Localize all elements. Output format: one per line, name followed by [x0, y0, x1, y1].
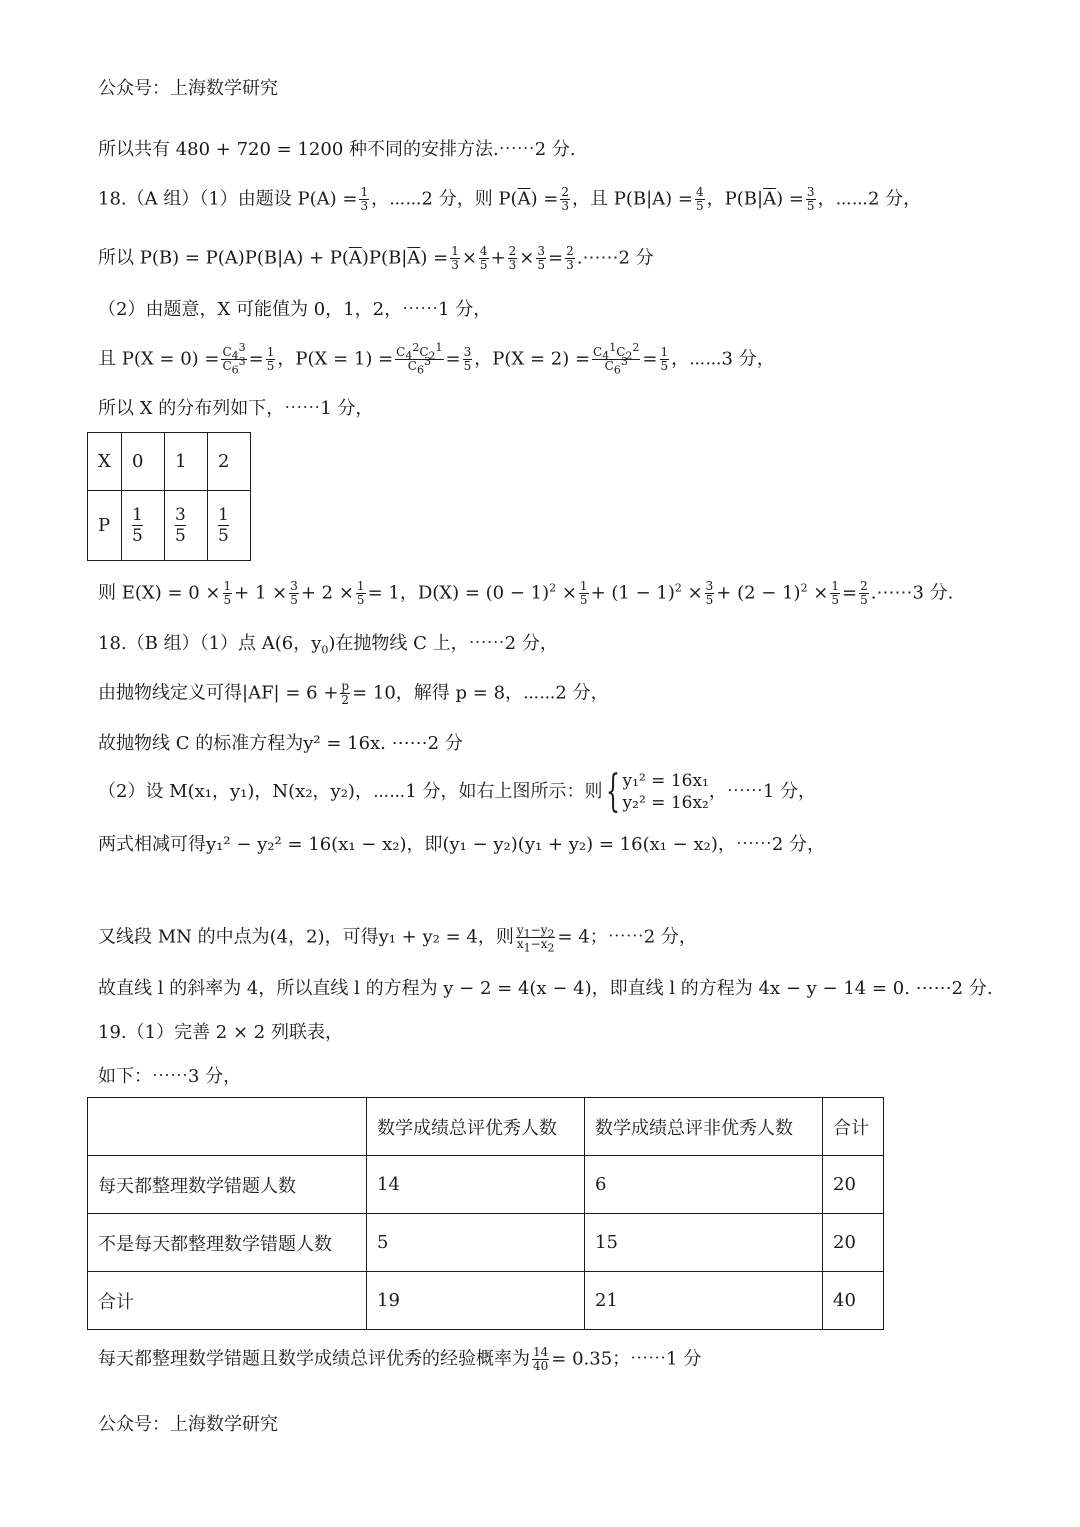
prob-denominator: 5: [218, 526, 229, 546]
prob-numerator: 1: [132, 505, 143, 525]
line-18b-slope: 故直线 l 的斜率为 4，所以直线 l 的方程为 y − 2 = 4(x − 4)，即直线 l 的方程为 4x − y − 14 = 0. ⋯⋯2 分.: [98, 978, 993, 999]
table-cell: [122, 491, 165, 561]
text: ，⋯⋯2 分，则 P(: [371, 188, 518, 210]
brace: {: [605, 766, 620, 817]
text: ，P(X = 2) =: [474, 348, 591, 370]
line-expectation-variance: 则 E(X) = 0 × $\frac{1}{5}$ + 1 × $\frac{3}{5}$ + 2 × $\frac{1}{5}$ = 1，$D(X) = (0 - 1)^2$ × $\frac{1}{5}$ + $(1 - 1)^2$ × $\frac{3}{5}$ + $(2 - 1)^2$ × $\frac{1}{5}$ = $\frac{2}{5}$ .⋯⋯3 分.: [98, 579, 954, 607]
text: .⋯⋯2 分: [576, 247, 654, 269]
fraction: $\frac{C_4^3}{C_6^3}$: [222, 341, 246, 377]
fraction: $\frac{1}{5}$: [356, 579, 365, 607]
text: 18.（A 组）（1）由题设 P(A) =: [98, 188, 358, 210]
table-row: [88, 1098, 884, 1156]
fraction: $\frac{1}{5}$: [660, 345, 669, 373]
text: ，⋯⋯1 分，: [708, 781, 817, 802]
fraction: $\frac{2}{3}$: [566, 244, 574, 272]
prob-numerator: 1: [218, 505, 229, 525]
line-distribution-intro: 所以 X 的分布列如下，⋯⋯1 分，: [98, 398, 374, 419]
table-cell: 合计: [88, 1272, 367, 1330]
line-18a-part2: （2）由题意，X 可能值为 0，1，2，⋯⋯1 分，: [98, 299, 492, 320]
table-cell: [208, 491, 251, 561]
text: = 0.35；⋯⋯1 分: [551, 1348, 702, 1370]
prob-denominator: 5: [132, 526, 143, 546]
text: ，P(X = 1) =: [277, 348, 394, 370]
table-cell: 15: [585, 1214, 823, 1272]
line-18b-part2: [98, 766, 817, 817]
fraction: $\frac{14}{40}$: [533, 1345, 549, 1373]
table-row: [88, 1214, 884, 1272]
fraction: $\frac{1}{5}$: [266, 345, 275, 373]
fraction: $\frac{3}{5}$: [290, 579, 298, 607]
line-18a-pb: 所以 $P(B) = P(A)P(B|A) + P(\overline{A})P(B|\overline{A})$ = $\frac{1}{3}$ × $\frac{4}{5}$ + $\frac{2}{3}$ × $\frac{3}{5}$ = $\frac{2}{3}$ .⋯⋯2 分: [98, 244, 654, 272]
fraction: $\frac{2}{3}$: [508, 244, 517, 272]
text: = 10，解得 p = 8，⋯⋯2 分，: [352, 682, 609, 704]
contingency-table: [87, 1097, 884, 1330]
text: .⋯⋯3 分.: [870, 582, 954, 604]
fraction: $\frac{3}{5}$: [705, 579, 714, 607]
fraction: $\frac{1}{3}$: [451, 244, 459, 272]
table-row: [88, 1156, 884, 1214]
text: ，⋯⋯3 分，: [671, 348, 775, 370]
prob-numerator: 3: [175, 505, 186, 525]
fraction-2-3: $\frac{2}{3}$: [561, 185, 570, 213]
prob-denominator: 5: [175, 526, 186, 546]
line-19-intro: 如下：⋯⋯3 分，: [98, 1066, 242, 1087]
table-cell: 20: [823, 1156, 884, 1214]
table-header-cell: 合计: [823, 1098, 884, 1156]
text: 18.（B 组）（1）点 A(6，y: [98, 633, 322, 654]
line-18b-part1: 18.（B 组）（1）点 A(6，$y_0$)在抛物线 C 上，⋯⋯2 分，: [98, 633, 558, 657]
fraction: $\frac{C_4^1C_2^2}{C_6^3}$: [593, 341, 640, 377]
fraction: $\frac{y_1-y_2}{x_1-x_2}$: [516, 923, 555, 955]
line-19-part1: 19.（1）完善 2 × 2 列联表，: [98, 1022, 343, 1043]
line-total-arrangements: 所以共有 480 + 720 = 1200 种不同的安排方法.⋯⋯2 分.: [98, 139, 576, 160]
text: = 4；⋯⋯2 分，: [557, 926, 697, 948]
text: 则 E(X) = 0 ×: [98, 582, 221, 604]
line-19-probability: [98, 1346, 701, 1373]
text: 由抛物线定义可得|AF| = 6 +: [98, 682, 339, 704]
system-eq-1: y₁² = 16x₁: [622, 771, 709, 791]
table-cell: 2: [208, 433, 251, 491]
table-cell: 0: [122, 433, 165, 491]
fraction-4-5: $\frac{4}{5}$: [696, 185, 704, 213]
fraction: $\frac{3}{5}$: [463, 345, 472, 373]
page-footer: 公众号：上海数学研究: [98, 1414, 278, 1435]
fraction: $\frac{2}{5}$: [860, 579, 868, 607]
table-cell: 每天都整理数学错题人数: [88, 1156, 367, 1214]
line-18b-midpoint: [98, 923, 697, 955]
table-cell: [88, 1098, 367, 1156]
table-cell: [165, 491, 208, 561]
table-cell: 21: [585, 1272, 823, 1330]
line-18b-equation: 故抛物线 C 的标准方程为y² = 16x. ⋯⋯2 分: [98, 733, 463, 754]
line-18a-part1: 18.（A 组）（1）由题设 P(A) = $\frac{1}{3}$ ，⋯⋯2 分，则 $P(\overline{A})$ = $\frac{2}{3}$ ，且 P(B|A) = $\frac{4}{5}$ ，$P(B|\overline{A})$ = $\frac{3}{5}$ ，⋯⋯2 分，: [98, 185, 922, 213]
table-cell: 1: [165, 433, 208, 491]
table-cell: 19: [367, 1272, 585, 1330]
text: ，且 P(B|A) =: [572, 188, 694, 210]
distribution-table: [87, 432, 251, 561]
system-eq-2: y₂² = 16x₂: [622, 793, 709, 813]
text: 所以 P(B) = P(A)P(B|A) + P(: [98, 247, 349, 269]
table-cell: 6: [585, 1156, 823, 1214]
fraction: $\frac{3}{5}$: [537, 244, 546, 272]
line-18a-probabilities: 且 P(X = 0) = $\frac{C_4^3}{C_6^3}$ = $\frac{1}{5}$ ，P(X = 1) = $\frac{C_4^2C_2^1}{C_6^3}$ = $\frac{3}{5}$ ，P(X = 2) = $\frac{C_4^1C_2^2}{C_6^3}$ = $\frac{1}{5}$ ，⋯⋯3 分，: [98, 341, 775, 377]
table-cell: 20: [823, 1214, 884, 1272]
text: ，⋯⋯2 分，: [817, 188, 922, 210]
table-row: [88, 491, 251, 561]
fraction-3-5: $\frac{3}{5}$: [806, 185, 815, 213]
fraction: $\frac{1}{5}$: [831, 579, 840, 607]
fraction: $\frac{1}{5}$: [223, 579, 232, 607]
table-header-cell: 数学成绩总评优秀人数: [367, 1098, 585, 1156]
text: 每天都整理数学错题且数学成绩总评优秀的经验概率为: [98, 1348, 530, 1370]
fraction: $\frac{4}{5}$: [479, 244, 488, 272]
fraction: $\frac{p}{2}$: [341, 679, 350, 707]
table-cell: P: [88, 491, 122, 561]
equation-system: [623, 770, 709, 814]
table-cell: 5: [367, 1214, 585, 1272]
text: 又线段 MN 的中点为(4，2)，可得y₁ + y₂ = 4，则: [98, 926, 514, 948]
table-header-cell: 数学成绩总评非优秀人数: [585, 1098, 823, 1156]
table-cell: 14: [367, 1156, 585, 1214]
line-18b-subtract: 两式相减可得y₁² − y₂² = 16(x₁ − x₂)，即(y₁ − y₂)(y₁ + y₂) = 16(x₁ − x₂)，⋯⋯2 分，: [98, 834, 826, 855]
fraction-1-3: $\frac{1}{3}$: [360, 185, 369, 213]
text: )在抛物线 C 上，⋯⋯2 分，: [328, 633, 558, 654]
line-18b-focus: [98, 680, 609, 707]
table-cell: 40: [823, 1272, 884, 1330]
fraction: $\frac{C_4^2C_2^1}{C_6^3}$: [396, 341, 443, 377]
fraction: $\frac{1}{5}$: [579, 579, 588, 607]
table-cell: X: [88, 433, 122, 491]
table-row: [88, 1272, 884, 1330]
table-row: [88, 433, 251, 491]
table-cell: 不是每天都整理数学错题人数: [88, 1214, 367, 1272]
text: 且 P(X = 0) =: [98, 348, 220, 370]
page-header: 公众号：上海数学研究: [98, 78, 278, 99]
text: （2）设 M(x₁，y₁)，N(x₂，y₂)，⋯⋯1 分，如右上图所示：则: [98, 781, 603, 802]
